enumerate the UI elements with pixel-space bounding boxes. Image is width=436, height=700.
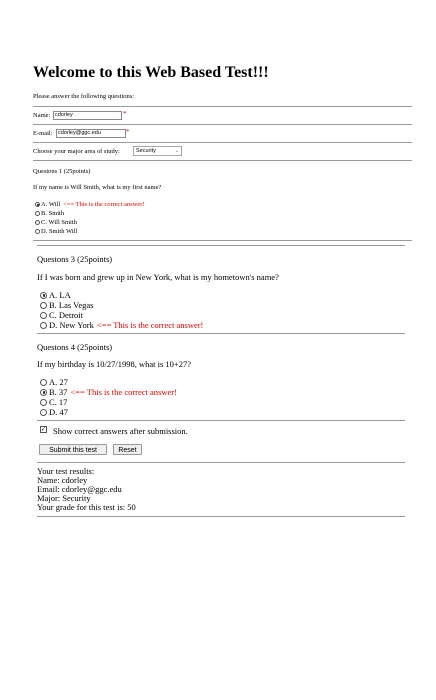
q3-option-c[interactable]: [40, 310, 83, 320]
radio-icon[interactable]: [35, 229, 40, 234]
q4-header: Questons 4 (25points): [37, 342, 113, 352]
name-label: Name:: [33, 112, 51, 119]
q3-option-label: D. New York: [49, 320, 94, 330]
q3-option-d[interactable]: [40, 320, 203, 330]
divider: [37, 245, 405, 246]
results-major: Major: Security: [37, 493, 91, 503]
q1-header: Questons 1 (25points): [33, 168, 91, 175]
q1-option-label: D. Smith Will: [41, 228, 78, 235]
major-label: Choose your major area of study:: [33, 148, 120, 155]
instructions-text: Please answer the following questions:: [33, 93, 135, 100]
q1-option-label: C. Will Smith: [41, 219, 77, 226]
q1-correct-note: <== This is the correct answer!: [63, 201, 145, 208]
results-heading: Your test results:: [37, 466, 95, 476]
name-field[interactable]: cdorley: [53, 111, 122, 120]
q4-option-label: C. 17: [49, 397, 68, 407]
required-mark: *: [126, 128, 130, 136]
page-title: Welcome to this Web Based Test!!!: [33, 64, 269, 81]
divider: [33, 160, 412, 161]
q4-option-label: B. 37: [49, 387, 68, 397]
reset-button[interactable]: Reset: [113, 444, 142, 455]
q1-text: If my name is Will Smith, what is my first name?: [33, 184, 162, 191]
q4-option-label: A. 27: [49, 377, 68, 387]
q1-option-c[interactable]: [35, 219, 77, 226]
q3-option-label: B. Las Vegas: [49, 300, 94, 310]
radio-icon[interactable]: [40, 409, 47, 416]
show-answers-checkbox[interactable]: [40, 426, 47, 433]
radio-selected-icon[interactable]: [40, 389, 47, 396]
results-email: Email: cdorley@ggc.edu: [37, 484, 122, 494]
radio-selected-icon[interactable]: [35, 202, 40, 207]
results-name: Name: cdorley: [37, 475, 88, 485]
divider: [37, 516, 405, 517]
divider: [33, 240, 412, 241]
q1-option-b[interactable]: [35, 210, 64, 217]
email-field[interactable]: cdorley@ggc.edu: [56, 129, 126, 138]
radio-selected-icon[interactable]: [40, 292, 47, 299]
q4-option-b[interactable]: [40, 387, 177, 397]
checkmark-icon: ✓: [41, 426, 47, 433]
q3-option-label: C. Detroit: [49, 310, 83, 320]
q3-option-a[interactable]: [40, 290, 71, 300]
q1-option-label: A. Will: [41, 201, 61, 208]
q4-correct-note: <== This is the correct answer!: [70, 387, 177, 397]
divider: [37, 420, 405, 421]
q1-option-label: B. Smith: [41, 210, 65, 217]
q4-option-a[interactable]: [40, 377, 68, 387]
divider: [33, 106, 412, 107]
q4-option-d[interactable]: [40, 407, 68, 417]
q4-text: If my birthday is 10/27/1998, what is 10+27?: [37, 359, 192, 369]
radio-icon[interactable]: [40, 399, 47, 406]
show-answers-label: Show correct answers after submission.: [53, 426, 188, 436]
submit-test-button[interactable]: Submit this test: [39, 444, 107, 455]
q3-option-label: A. LA: [49, 290, 71, 300]
q3-text: If I was born and grew up in New York, what is my hometown's name?: [37, 272, 279, 282]
required-mark: *: [123, 110, 127, 118]
chevron-down-icon: ⌄: [174, 148, 179, 154]
q3-option-b[interactable]: [40, 300, 93, 310]
radio-icon[interactable]: [35, 220, 40, 225]
radio-icon[interactable]: [35, 211, 40, 216]
radio-icon[interactable]: [40, 312, 47, 319]
q3-header: Questons 3 (25points): [37, 254, 113, 264]
results-grade: Your grade for this test is: 50: [37, 502, 136, 512]
q3-correct-note: <== This is the correct answer!: [96, 320, 204, 330]
q4-option-c[interactable]: [40, 397, 67, 407]
q1-option-a[interactable]: [35, 201, 145, 208]
radio-icon[interactable]: [40, 322, 47, 329]
radio-icon[interactable]: [40, 302, 47, 309]
radio-icon[interactable]: [40, 379, 47, 386]
email-label: E-mail:: [33, 130, 53, 137]
divider: [33, 124, 412, 125]
divider: [37, 462, 405, 463]
divider: [33, 142, 412, 143]
q4-option-label: D. 47: [49, 407, 68, 417]
divider: [37, 333, 405, 334]
q1-option-d[interactable]: [35, 228, 77, 235]
major-select-value: Security: [136, 148, 156, 154]
major-select[interactable]: [133, 146, 182, 156]
